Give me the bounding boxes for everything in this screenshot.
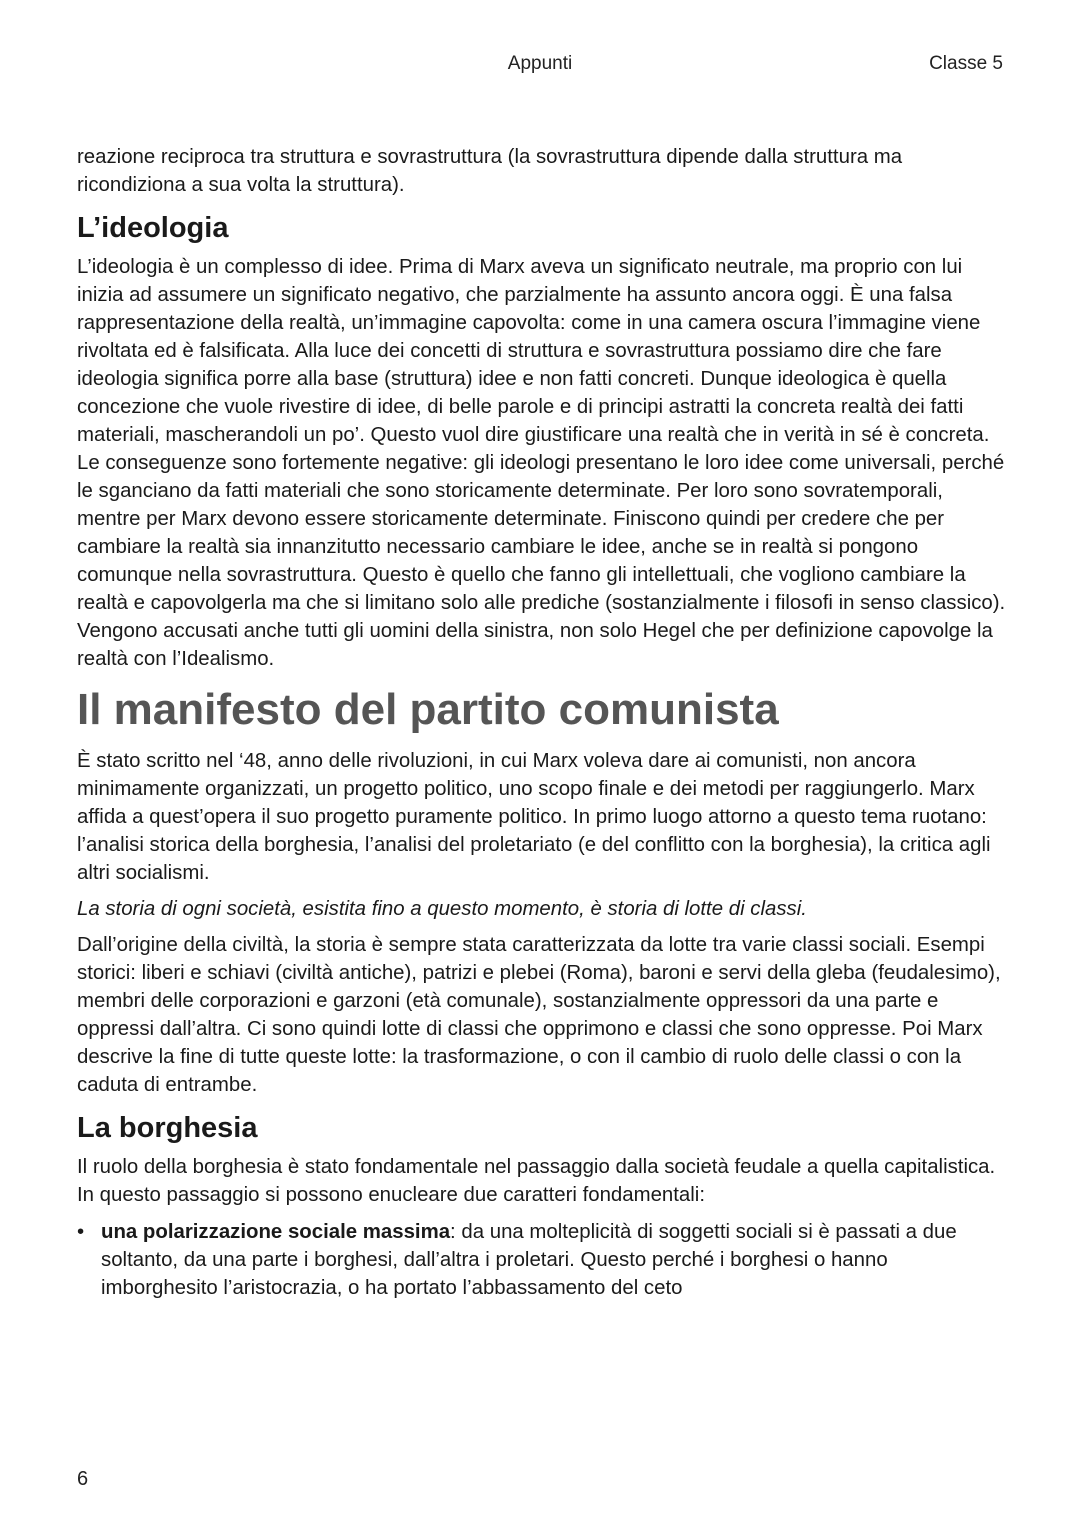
document-body <box>77 143 1007 1302</box>
paragraph-manifesto-1: È stato scritto nel ‘48, anno delle rivoluzioni, in cui Marx voleva dare ai comunisti, non ancora minimamente organizzati, un progetto politico, uno scopo finale e dei metodi per raggiungerlo. Marx affida a quest’opera il suo progetto puramente politico. In primo luogo attorno a questo tema ruotano: l’analisi storica della borghesia, l’analisi del proletariato (e del conflitto con la borghesia), la critica agli altri socialismi. <box>77 750 991 884</box>
page-header-title: Appunti <box>507 53 573 74</box>
bullet-icon: • <box>77 1221 85 1243</box>
borghesia-bullet-list <box>77 1218 1007 1302</box>
heading-borghesia: La borghesia <box>77 1112 258 1144</box>
page-number: 6 <box>77 1468 89 1490</box>
intro-continuation-paragraph: reazione reciproca tra struttura e sovrastruttura (la sovrastruttura dipende dalla struttura ma ricondiziona a sua volta la struttura). <box>77 146 903 196</box>
heading-ideologia: L’ideologia <box>77 212 229 244</box>
heading-manifesto: Il manifesto del partito comunista <box>77 685 779 734</box>
paragraph-borghesia: Il ruolo della borghesia è stato fondamentale nel passaggio dalla società feudale a quella capitalistica. In questo passaggio si possono enucleare due caratteri fondamentali: <box>77 1156 996 1206</box>
paragraph-manifesto-2: Dall’origine della civiltà, la storia è sempre stata caratterizzata da lotte tra varie classi sociali. Esempi storici: liberi e schiavi (civiltà antiche), patrizi e plebei (Roma), baroni e servi della gleba (feudalesimo), membri delle corporazioni e garzoni (età comunale), sostanzialmente oppressori da una parte e oppressi dall’altra. Ci sono quindi lotte di classi che opprimono e classi che sono oppresse. Poi Marx descrive la fine di tutte queste lotte: la trasformazione, o con il cambio di ruolo delle classi o con la caduta di entrambe. <box>77 934 1001 1096</box>
page-header-class: Classe 5 <box>929 53 1003 74</box>
bullet-bold-term: una polarizzazione sociale massima <box>101 1221 451 1243</box>
list-item <box>77 1218 1007 1302</box>
manifesto-quote: La storia di ogni società, esistita fino a questo momento, è storia di lotte di classi. <box>77 898 807 920</box>
bullet-text: : da una molteplicità di soggetti sociali si è passati a due soltanto, da una parte i borghesi, dall’altra i proletari. Questo perché i borghesi o hanno imborghesito l’aristocrazia, o ha portato l’abbassamento del ceto <box>101 1221 957 1299</box>
paragraph-ideologia: L’ideologia è un complesso di idee. Prima di Marx aveva un significato neutrale, ma proprio con lui inizia ad assumere un significato negativo, che parzialmente ha assunto ancora oggi. È una falsa rappresentazione della realtà, un’immagine capovolta: come in una camera oscura l’immagine viene rivoltata ed è falsificata. Alla luce dei concetti di struttura e sovrastruttura possiamo dire che fare ideologia significa porre alla base (struttura) idee e non fatti concreti. Dunque ideologica è quella concezione che vuole rivestire di idee, di belle parole e di principi astratti la concreta realtà dei fatti materiali, mascherandoli un po’. Questo vuol dire giustificare una realtà che in verità in sé è concreta. Le conseguenze sono fortemente negative: gli ideologi presentano le loro idee come universali, perché le sganciano da fatti materiali che sono storicamente determinate. Per loro sono sovratemporali, mentre per Marx devono essere storicamente determinate. Finiscono quindi per credere che per cambiare la realtà sia innanzitutto necessario cambiare le idee, anche se in realtà si pongono comunque nella sovrastruttura. Questo è quello che fanno gli intellettuali, che vogliono cambiare la realtà e capovolgerla ma che si limitano solo alle prediche (sostanzialmente i filosofi in senso classico). Vengono accusati anche tutti gli uomini della sinistra, non solo Hegel che per definizione capovolge la realtà con l’Idealismo. <box>77 256 1006 670</box>
